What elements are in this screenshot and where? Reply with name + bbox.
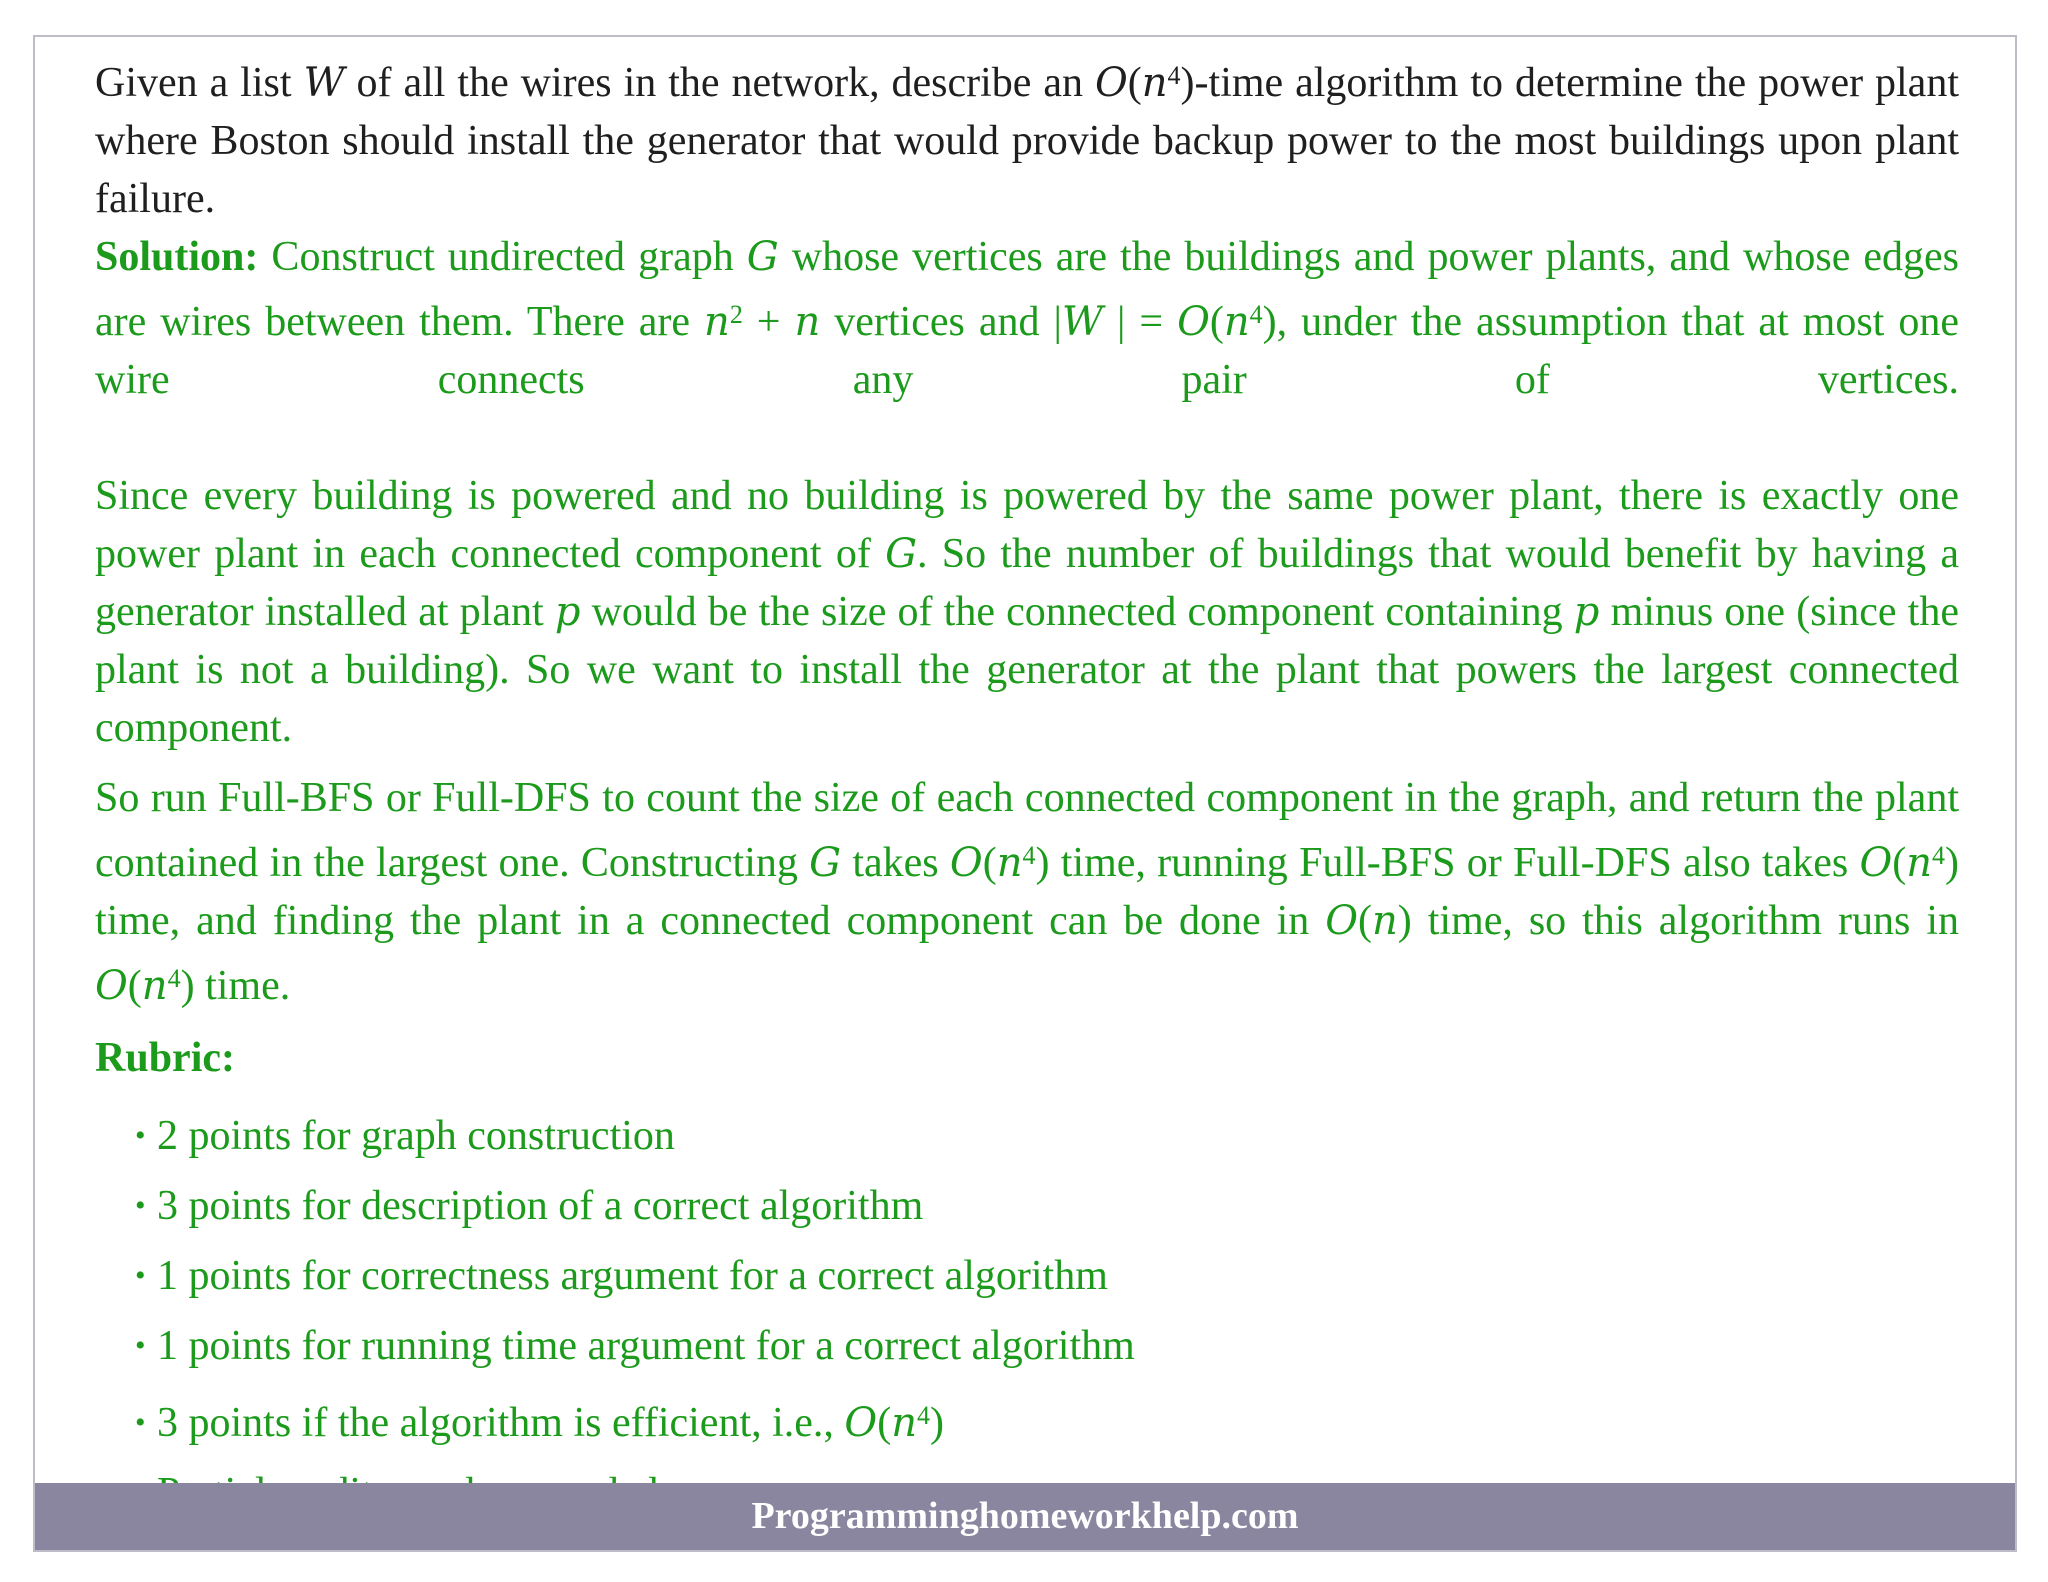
- math-exponent: 4: [167, 964, 181, 993]
- math-W: W: [303, 60, 345, 106]
- math-G: G: [885, 531, 918, 577]
- math-exponent: 4: [1932, 841, 1946, 870]
- math-O: O: [949, 840, 983, 886]
- math-exponent: 4: [1167, 61, 1181, 90]
- math-n: n: [1906, 840, 1933, 886]
- bullet-icon: •: [135, 1259, 146, 1292]
- content: [95, 47, 1959, 1528]
- math-n: n: [704, 299, 730, 345]
- math-O: O: [1325, 898, 1359, 944]
- rubric-item: • 2 points for graph construction: [135, 1101, 1959, 1171]
- math-n: n: [996, 840, 1023, 886]
- question-paragraph: Given a list W of all the wires in the network, describe an $O(n^4)$-time algorithm to determine the power plant where Boston should install the generator that would provide backup power to the most buildings upon plant failure.: [95, 60, 1959, 222]
- math-exponent: 4: [1022, 841, 1036, 870]
- algorithm-paragraph: So run Full-BFS or Full-DFS to count the size of each connected component in the graph, and return the plant contained in the largest one. Constructing G takes $O(n^4)$ time, running Full-BFS or Full-DFS also takes $O(n^4)$ time, and finding the plant in a connected component can be done in O(n) time, so this algorithm runs in $O(n^4)$ time.: [95, 775, 1960, 1009]
- math-O: O: [1859, 840, 1893, 886]
- math-O: O: [95, 963, 128, 1009]
- rubric-item: • 3 points for description of a correct algorithm: [135, 1171, 1959, 1241]
- rubric-list: [95, 1101, 1959, 1528]
- rubric-heading: Rubric:: [95, 1035, 235, 1081]
- slide: [33, 35, 2017, 1552]
- bullet-icon: •: [135, 1189, 146, 1222]
- explanation-paragraph: Since every building is powered and no building is powered by the same power plant, there is exactly one power plant in each connected component of G. So the number of buildings that would benefit by having a generator installed at plant p would be the size of the connected component containing p minus one (since the plant is not a building). So we want to install the generator at the plant that powers the largest connected component.: [95, 473, 1960, 751]
- math-exponent: 2: [729, 300, 743, 329]
- solution-paragraph: Solution: Construct undirected graph G whose vertices are the buildings and power plants, and whose edges are wires between them. There are $n^2 + n$ vertices and |W | = $O(n^4)$, under the assumption that at most one wire connects any pair of vertices.: [95, 234, 1960, 403]
- bullet-icon: •: [135, 1406, 146, 1439]
- math-O: O: [1177, 299, 1210, 345]
- footer-banner: [35, 1483, 2015, 1550]
- math-p: p: [554, 589, 581, 635]
- math-n: n: [1141, 60, 1168, 106]
- math-O: O: [1094, 60, 1128, 106]
- rubric-item: • 3 points if the algorithm is efficient, i.e., $O(n^4)$: [135, 1381, 1959, 1458]
- math-n: n: [141, 963, 168, 1009]
- spacer: [95, 409, 1959, 467]
- math-p: p: [1573, 589, 1600, 635]
- math-O: O: [844, 1400, 878, 1446]
- math-n: n: [1223, 299, 1250, 345]
- math-n: n: [794, 299, 821, 345]
- solution-label: Solution:: [95, 234, 259, 280]
- footer-website-text: Programminghomeworkhelp.com: [751, 1495, 1299, 1537]
- bullet-icon: •: [135, 1329, 146, 1362]
- math-G: G: [809, 840, 842, 886]
- math-G: G: [746, 234, 779, 280]
- math-W: W: [1061, 299, 1103, 345]
- math-exponent: 4: [1249, 300, 1263, 329]
- math-exponent: 4: [916, 1401, 930, 1430]
- rubric-item: • 1 points for correctness argument for a correct algorithm: [135, 1241, 1959, 1311]
- math-n: n: [891, 1400, 917, 1446]
- math-n: n: [1372, 898, 1398, 944]
- rubric-item: • 1 points for running time argument for a correct algorithm: [135, 1311, 1959, 1381]
- bullet-icon: •: [135, 1119, 146, 1152]
